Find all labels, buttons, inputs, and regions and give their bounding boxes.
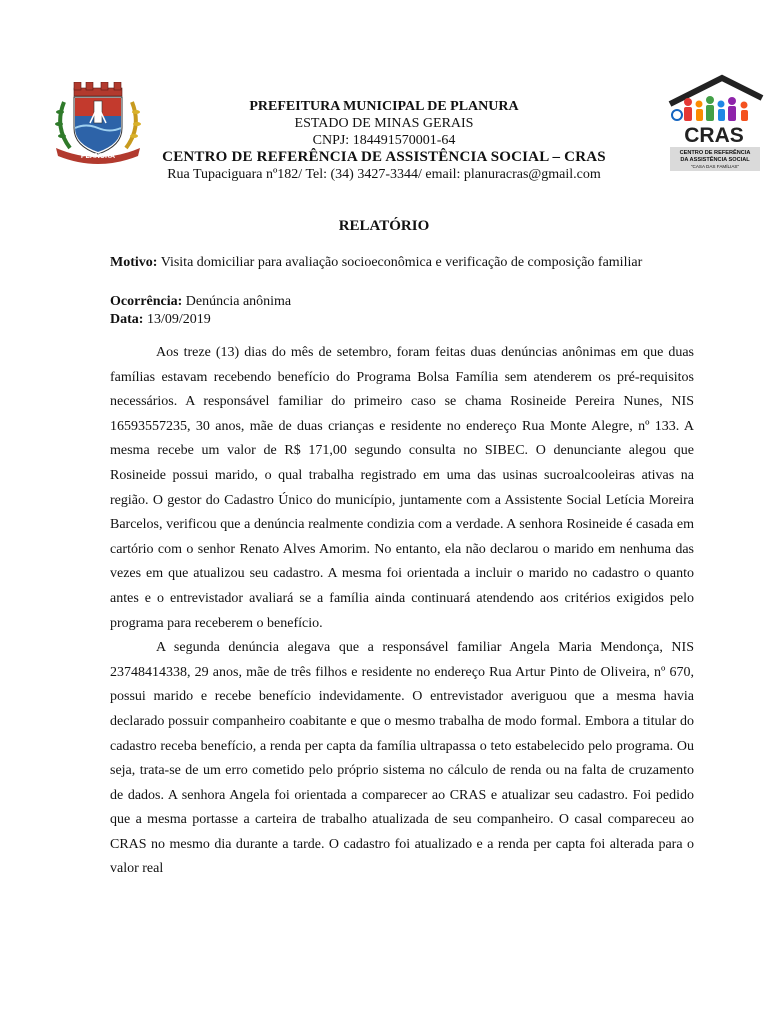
data-value: 13/09/2019 [146,312,211,327]
letterhead [0,98,768,183]
cnpj-number: CNPJ: 184491570001-64 [312,133,456,148]
crest-banner-text: PLANURA [80,153,116,160]
municipality-name: PREFEITURA MUNICIPAL DE PLANURA [249,99,519,114]
ocorrencia-field [110,293,694,310]
cras-logo-line3: "CASA DAS FAMÍLIAS" [690,164,740,169]
center-name: CENTRO DE REFERÊNCIA DE ASSISTÊNCIA SOCIAL – CRAS [162,149,606,165]
report-title: RELATÓRIO [338,218,430,234]
body-paragraph-1: Aos treze (13) dias do mês de setembro, foram feitas duas denúncias anônimas em que duas famílias estavam recebendo benefício do Programa Bolsa Família sem atenderem os pré-requisitos necessários. A responsável familiar do primeiro caso se chama Rosineide Pereira Nunes, NIS 16593557235, 30 anos, mãe de duas crianças e residente no endereço Rua Monte Alegre, nº 133. A mesma recebe um valor de R$ 171,00 segundo consulta no SIBEC. O denunciante alegou que Rosineide possui marido, o qual trabalha registrado em uma das usinas sucroalcooleiras ativas na região. O gestor do Cadastro Único do município, juntamente com a Assistente Social Letícia Moreira Barcelos, verificou que a denúncia realmente condizia com a verdade. A senhora Rosineide é casada em cartório com o senhor Renato Alves Amorim. No entanto, ela não declarou o marido em nenhuma das vezes em que atualizou seu cadastro. A mesma foi orientada a incluir o marido no cadastro o quanto antes e o entrevistador avaliará se a família ainda continuará atendendo aos critérios exigidos pelo programa para receberem o benefício. [110,345,694,631]
motivo-field [110,250,694,276]
body-paragraph-2: A segunda denúncia alegava que a responsável familiar Angela Maria Mendonça, NIS 23748414338, 29 anos, mãe de três filhos e residente no endereço Rua Artur Pinto de Oliveira, nº 670, possui marido e recebe benefício indevidamente. O entrevistador averiguou que a mesma havia declarado possuir companheiro coabitante e que o mesmo trabalha de modo formal. Embora a titular do cadastro receba benefício, a renda per capta da família ultrapassa o teto estabelecido pelo programa. Ou seja, trata-se de um erro cometido pelo próprio sistema no cálculo de renda ou na falta de cruzamento de dados. A senhora Angela foi orientada a comparecer ao CRAS e atualizar seu cadastro. Foi pedido que a mesma portasse a carteira de trabalho atualizada de seu companheiro. O casal compareceu ao CRAS no mesmo dia durante a tarde. O cadastro foi atualizado e a renda per capta foi alterada para o valor real [110,640,694,877]
motivo-value: Visita domiciliar para avaliação socioeconômica e verificação de composição familiar [160,255,643,270]
state-name: ESTADO DE MINAS GERAIS [294,116,474,131]
ocorrencia-label: Ocorrência: [110,294,183,309]
cras-logo-wordmark: CRAS [684,124,744,147]
report-body [110,341,694,882]
motivo-label: Motivo: [110,255,158,270]
data-field [110,311,694,328]
cras-logo-line1: CENTRO DE REFERÊNCIA [679,150,751,156]
contact-line: Rua Tupaciguara nº182/ Tel: (34) 3427-3344/ email: planuracras@gmail.com [167,167,601,182]
data-label: Data: [110,312,144,327]
ocorrencia-value: Denúncia anônima [185,294,292,309]
cras-logo-line2: DA ASSISTÊNCIA SOCIAL [680,157,750,163]
